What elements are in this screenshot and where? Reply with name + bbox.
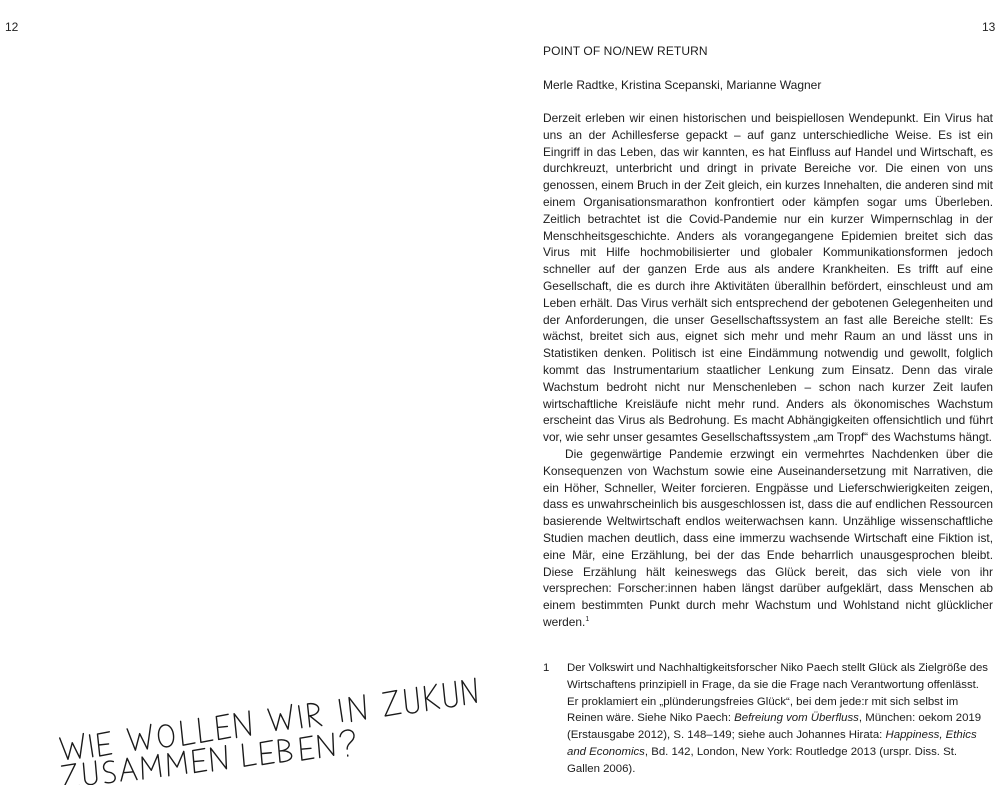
footnote-text-part: , München: oekom 2019 (Erstausgabe 2012), S. 148–149; siehe auch Johannes Hirata: <box>567 712 982 742</box>
article-authors: Merle Radtke, Kristina Scepanski, Marianne Wagner <box>543 78 822 92</box>
paragraph-2-text: Die gegenwärtige Pandemie erzwingt ein vermehrtes Nachdenken über die Konsequenzen von Wachstum sowie eine Auseinandersetzung mit Narrativen, die ein Höher, Schneller, Weiter forcieren. Engpässe und Lieferschwierigkeiten zeigen, dass es unwahrscheinlich bis ausgeschlossen ist, dass die auf endlichen Ressourcen basierende Weltwirtschaft endlos weiterwachsen kann. Unzählige wissenschaftliche Studien machen deutlich, dass eine immerzu wachsende Wirtschaft eine Fiktion ist, eine Mär, eine Erzählung, bei der das Ende beharrlich unausgesprochen bleibt. Diese Erzählung hält keineswegs das Glück bereit, das sich viele von ihr versprechen: Forscher:innen haben längst darüber aufgeklärt, dass Menschen ab einem bestimmten Punkt durch mehr Wachstum und Wohlstand nicht glücklicher werden. <box>543 446 993 629</box>
handwritten-note <box>50 670 490 785</box>
paragraph-1-text: Derzeit erleben wir einen historischen und beispiellosen Wendepunkt. Ein Virus hat uns an der Achillesferse gepackt – auf ganz unterschiedliche Weise. Es ist ein Eingriff in das Leben, das wir kannten, es hat Einfluss auf Handel und Wirtschaft, es durchkreuzt, unterbricht und dringt in private Bereiche vor. Die einen von uns genossen, einem Bruch in der Zeit gleich, ein kurzes Innehalten, die anderen sind mit einem Organisationsmarathon konfrontiert oder kämpfen sogar ums Überleben. Zeitlich betrachtet ist die Covid-Pandemie nur ein kurzer Wimpernschlag in der Menschheitsgeschichte. Anders als vorangegangene Epidemien breitet sich das Virus mit Hilfe hochmobilisierter und globaler Kommunikationsformen jedoch schneller auf der ganzen Erde aus als andere Krankheiten. Es trifft auf eine Gesellschaft, die es durch ihre Aktivitäten überallhin befördert, einschleust und am Leben erhält. Das Virus verhält sich entsprechend der gebotenen Gelegenheiten und der Anforderungen, die unser Gesellschaftssystem an fast alle Bereiche stellt: Es wächst, breitet sich aus, eignet sich mehr und mehr Raum an und lässt uns in Statistiken denken. Politisch ist eine Eindämmung notwendig und gewollt, folglich kommt das Instrumentarium staatlicher Lenkung zum Einsatz. Denn das virale Wachstum bedroht nicht nur Menschenleben – schon nach kurzer Zeit laufen wirtschaftliche Kreisläufe nicht mehr rund. Anders als ökonomisches Wachstum erscheint das Virus als Bedrohung. Es macht Abhängigkeiten offensichtlich und führt vor, wie sehr unser gesamtes Gesellschaftssystem „am Tropf“ des Wachstums hängt. <box>543 111 993 445</box>
left-page-number: 12 <box>5 20 19 34</box>
body-paragraph <box>543 446 993 631</box>
right-page-number: 13 <box>982 20 996 34</box>
footnote-number: 1 <box>543 662 550 674</box>
article-body <box>543 110 993 631</box>
footnote-book-title: Happiness, Ethics and Economics <box>567 729 977 758</box>
footnote-reference[interactable]: 1 <box>585 615 590 623</box>
footnote-text <box>567 660 993 778</box>
handwritten-note-drawing <box>50 670 490 785</box>
footnote-text-part: Der Volkswirt und Nachhaltigkeitsforscher Niko Paech stellt Glück als Zielgröße des Wirtschaftens prinzipiell in Frage, da sie die Frage nach Verantwortung offenlässt. Er proklamiert ein „plünderungsfreies Glück“, bei dem jede:r mit sich selbst im Reinen wäre. Siehe Niko Paech: <box>567 662 988 725</box>
footnote-book-title: Befreiung vom Überfluss <box>734 712 859 725</box>
footnote <box>543 660 993 778</box>
article-title: POINT OF NO/NEW RETURN <box>543 44 708 58</box>
body-paragraph <box>543 110 993 446</box>
footnote-text-part: , Bd. 142, London, New York: Routledge 2013 (urspr. Diss. St. Gallen 2006). <box>567 745 958 775</box>
